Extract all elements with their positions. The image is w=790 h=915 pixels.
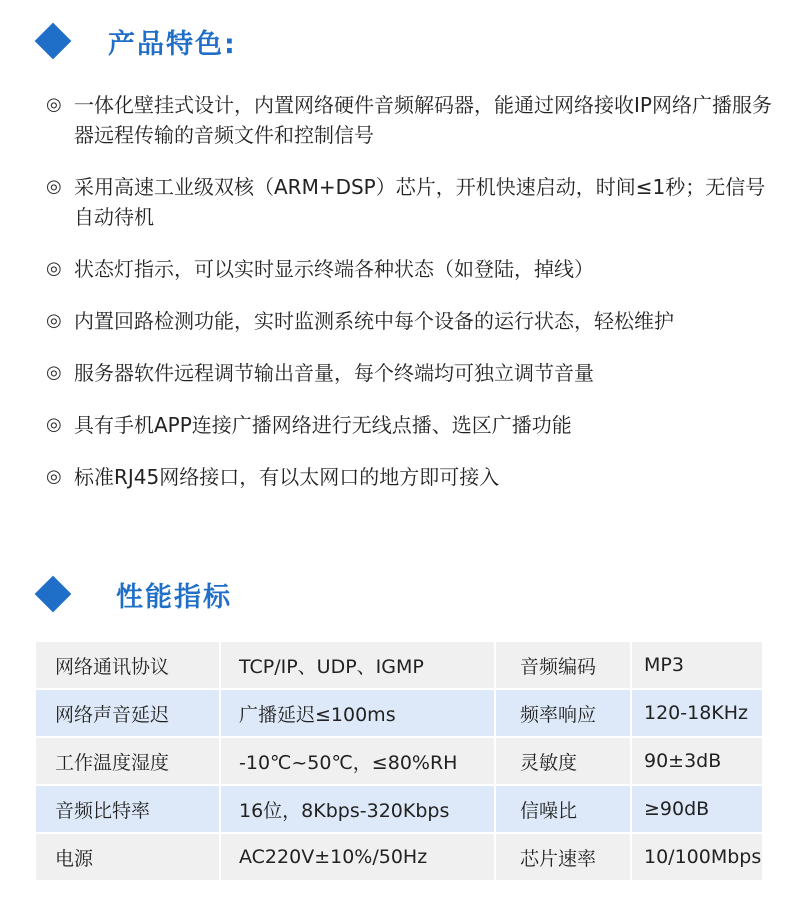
table-row xyxy=(36,689,762,737)
feature-item xyxy=(46,410,776,440)
spec-value: 90±3dB xyxy=(631,737,762,785)
spec-value: MP3 xyxy=(631,642,762,689)
spec-value: 16位，8Kbps-320Kbps xyxy=(220,785,495,833)
spec-label: 音频比特率 xyxy=(36,785,220,833)
feature-item xyxy=(46,462,776,492)
bullet-icon: ◎ xyxy=(46,362,62,383)
spec-label: 网络通讯协议 xyxy=(36,642,220,689)
spec-value: 广播延迟≤100ms xyxy=(220,689,495,737)
table-row xyxy=(36,833,762,880)
specs-section-title: 性能指标 xyxy=(116,582,232,613)
spec-value: ≥90dB xyxy=(631,785,762,833)
spec-label: 网络声音延迟 xyxy=(36,689,220,737)
feature-text: 采用高速工业级双核（ARM+DSP）芯片，开机快速启动，时间≤1秒；无信号自动待机 xyxy=(74,175,766,229)
spec-label: 频率响应 xyxy=(495,689,631,737)
diamond-icon xyxy=(35,576,72,613)
bullet-icon: ◎ xyxy=(46,94,62,115)
spec-value: AC220V±10%/50Hz xyxy=(220,833,495,880)
spec-table xyxy=(36,642,762,880)
features-list xyxy=(46,90,776,514)
bullet-icon: ◎ xyxy=(46,414,62,435)
features-section-title: 产品特色: xyxy=(108,29,237,60)
feature-text: 状态灯指示，可以实时显示终端各种状态（如登陆，掉线） xyxy=(74,257,594,281)
spec-value: -10℃~50℃，≤80%RH xyxy=(220,737,495,785)
spec-label: 工作温度湿度 xyxy=(36,737,220,785)
feature-text: 一体化壁挂式设计，内置网络硬件音频解码器，能通过网络接收IP网络广播服务器远程传输的音频文件和控制信号 xyxy=(74,93,772,147)
feature-text: 标准RJ45网络接口，有以太网口的地方即可接入 xyxy=(74,465,500,489)
feature-text: 服务器软件远程调节输出音量，每个终端均可独立调节音量 xyxy=(74,361,594,385)
spec-label: 灵敏度 xyxy=(495,737,631,785)
feature-item xyxy=(46,254,776,284)
spec-label: 音频编码 xyxy=(495,642,631,689)
bullet-icon: ◎ xyxy=(46,310,62,331)
feature-text: 具有手机APP连接广播网络进行无线点播、选区广播功能 xyxy=(74,413,572,437)
spec-label: 电源 xyxy=(36,833,220,880)
spec-value: TCP/IP、UDP、IGMP xyxy=(220,642,495,689)
feature-item xyxy=(46,358,776,388)
table-row xyxy=(36,737,762,785)
table-row xyxy=(36,642,762,689)
table-row xyxy=(36,785,762,833)
bullet-icon: ◎ xyxy=(46,258,62,279)
feature-text: 内置回路检测功能，实时监测系统中每个设备的运行状态，轻松维护 xyxy=(74,309,674,333)
feature-item xyxy=(46,306,776,336)
feature-item xyxy=(46,90,776,150)
bullet-icon: ◎ xyxy=(46,176,62,197)
spec-value: 10/100Mbps xyxy=(631,833,762,880)
bullet-icon: ◎ xyxy=(46,466,62,487)
diamond-icon xyxy=(35,23,72,60)
spec-label: 芯片速率 xyxy=(495,833,631,880)
spec-value: 120-18KHz xyxy=(631,689,762,737)
feature-item xyxy=(46,172,776,232)
spec-label: 信噪比 xyxy=(495,785,631,833)
